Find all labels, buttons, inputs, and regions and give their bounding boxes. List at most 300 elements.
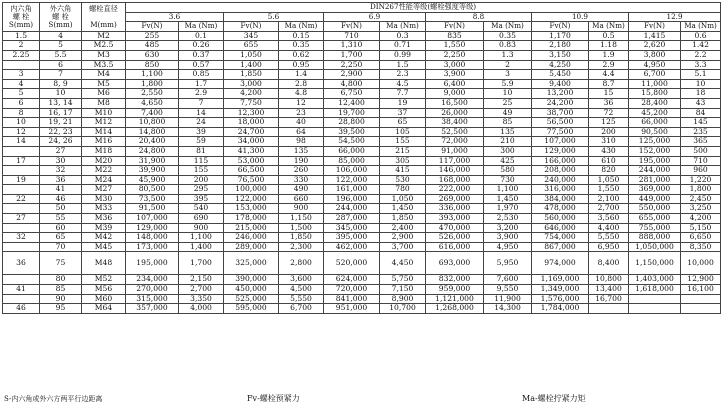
table-cell: 3,800 — [629, 50, 681, 60]
table-cell: 289,000 — [224, 242, 279, 252]
table-cell: 624,000 — [324, 275, 380, 285]
table-cell: 3,700 — [380, 242, 426, 252]
table-cell: 84 — [681, 108, 721, 118]
table-cell: 2,700 — [589, 204, 629, 214]
table-cell: 540 — [179, 204, 224, 214]
table-cell: 1,050 — [380, 194, 426, 204]
table-row — [3, 304, 721, 314]
table-cell: 152,000 — [629, 146, 681, 156]
table-cell: 1,349,000 — [532, 285, 589, 295]
table-cell: 200 — [179, 175, 224, 185]
table-cell: 4 — [40, 31, 82, 41]
table-cell: 5.9 — [484, 79, 532, 89]
table-cell: 24,200 — [532, 98, 589, 108]
table-cell: 39,900 — [126, 166, 179, 176]
table-cell: 24 — [179, 118, 224, 128]
table-cell: 655 — [224, 41, 279, 51]
table-cell — [681, 294, 721, 304]
table-cell — [589, 304, 629, 314]
table-cell: 22 — [3, 194, 40, 204]
table-cell: 4,450 — [380, 252, 426, 275]
table-cell: 100,000 — [224, 185, 279, 195]
table-cell: 1,150 — [279, 214, 324, 224]
table-cell: M56 — [82, 285, 126, 295]
table-cell: 10,800 — [126, 118, 179, 128]
table-cell: 1,050,000 — [629, 242, 681, 252]
table-cell: 19 — [380, 98, 426, 108]
table-cell: 1.4 — [279, 70, 324, 80]
table-cell: 14 — [179, 108, 224, 118]
table-cell: M2.5 — [82, 41, 126, 51]
table-cell: 0.35 — [484, 31, 532, 41]
table-cell: 630 — [126, 50, 179, 60]
table-cell: 1,700 — [324, 50, 380, 60]
table-cell: 246,000 — [224, 233, 279, 243]
table-cell: 41 — [3, 285, 40, 295]
table-cell: 8,400 — [589, 252, 629, 275]
table-cell: 3,200 — [484, 223, 532, 233]
table-cell: 12 — [3, 127, 40, 137]
table-cell: 76,500 — [224, 175, 279, 185]
table-cell: 365 — [681, 137, 721, 147]
table-cell: 710 — [681, 156, 721, 166]
table-cell: 3 — [3, 70, 40, 80]
table-cell: 1.5 — [3, 31, 40, 41]
table-cell: 1,100 — [179, 233, 224, 243]
table-cell: 10 — [484, 89, 532, 99]
table-cell: 98 — [279, 137, 324, 147]
table-cell: 4,650 — [126, 98, 179, 108]
table-cell: 19,700 — [324, 108, 380, 118]
table-cell: 45,900 — [126, 175, 179, 185]
table-cell: 2,900 — [324, 70, 380, 80]
table-cell: 325,000 — [224, 252, 279, 275]
table-cell: 6,950 — [589, 242, 629, 252]
table-cell: 155 — [380, 137, 426, 147]
table-cell: 32 — [40, 166, 82, 176]
table-cell: 2.8 — [279, 79, 324, 89]
table-cell: 64 — [279, 127, 324, 137]
table-cell: 81 — [179, 146, 224, 156]
table-cell: 10,000 — [681, 252, 721, 275]
table-cell: 3,900 — [426, 70, 484, 80]
table-cell: 580 — [484, 166, 532, 176]
subheader-fv: Fv(N) — [629, 22, 681, 32]
table-cell: 168,000 — [426, 175, 484, 185]
table-cell: 43 — [681, 98, 721, 108]
grade-12-9: 12.9 — [629, 12, 721, 22]
table-cell: 45,200 — [629, 108, 681, 118]
table-cell: 145 — [681, 118, 721, 128]
table-cell: 6,700 — [279, 304, 324, 314]
table-cell: 9,550 — [484, 285, 532, 295]
table-cell: 5,150 — [681, 223, 721, 233]
table-cell: 107,000 — [532, 137, 589, 147]
table-cell: 960 — [681, 166, 721, 176]
table-row — [3, 252, 721, 275]
table-cell: M24 — [82, 175, 126, 185]
table-cell: 72 — [589, 108, 629, 118]
table-cell: M45 — [82, 242, 126, 252]
table-cell: 974,000 — [532, 252, 589, 275]
table-cell: 2,400 — [380, 223, 426, 233]
table-cell: 208,000 — [532, 166, 589, 176]
table-cell: 490 — [279, 185, 324, 195]
table-cell: 690 — [179, 214, 224, 224]
table-cell: 4,950 — [484, 242, 532, 252]
table-cell: 4,400 — [589, 223, 629, 233]
table-cell: 4.5 — [380, 79, 426, 89]
table-cell: 12 — [279, 98, 324, 108]
table-cell: 3,900 — [484, 233, 532, 243]
table-cell: 449,000 — [629, 194, 681, 204]
table-footer — [2, 393, 681, 405]
table-cell: 146,000 — [426, 166, 484, 176]
table-cell: 2,150 — [179, 275, 224, 285]
table-cell: 270,000 — [126, 285, 179, 295]
table-cell: 8,900 — [380, 294, 426, 304]
table-cell: 646,000 — [532, 223, 589, 233]
table-cell: 0.83 — [484, 41, 532, 51]
table-cell: 39,500 — [324, 127, 380, 137]
table-cell: 0.95 — [279, 60, 324, 70]
table-cell: 14,800 — [126, 127, 179, 137]
table-cell: 6 — [3, 98, 40, 108]
table-body — [3, 31, 721, 313]
table-cell: 5,950 — [484, 252, 532, 275]
table-cell: 330 — [279, 175, 324, 185]
table-cell: 530 — [380, 175, 426, 185]
table-cell: 2,300 — [279, 242, 324, 252]
table-cell: 90,500 — [629, 127, 681, 137]
table-cell: 1,800 — [681, 185, 721, 195]
subheader-fv: Fv(N) — [426, 22, 484, 32]
table-cell: M30 — [82, 194, 126, 204]
table-cell: M8 — [82, 98, 126, 108]
table-cell: 841,000 — [324, 294, 380, 304]
table-cell: 260 — [279, 166, 324, 176]
table-cell: 3,250 — [681, 204, 721, 214]
table-cell: 1,850 — [224, 70, 279, 80]
table-cell: 8.7 — [589, 79, 629, 89]
table-cell: 8,350 — [681, 242, 721, 252]
table-cell: 80,500 — [126, 185, 179, 195]
table-cell: 72,000 — [426, 137, 484, 147]
table-cell: 1,050 — [224, 50, 279, 60]
table-cell: 5 — [3, 89, 40, 99]
grade-3-6: 3.6 — [126, 12, 224, 22]
subheader-ma: Ma (Nm) — [589, 22, 629, 32]
table-cell: 1,403,000 — [629, 275, 681, 285]
table-cell: 6,750 — [324, 89, 380, 99]
table-cell: 6,400 — [426, 79, 484, 89]
table-cell: 16,100 — [681, 285, 721, 295]
table-cell: 46 — [40, 194, 82, 204]
table-cell: 8 — [3, 108, 40, 118]
table-cell: 85,000 — [324, 156, 380, 166]
table-cell: 105 — [380, 127, 426, 137]
table-cell: 17 — [3, 156, 40, 166]
table-cell: 7.7 — [380, 89, 426, 99]
table-cell: 75 — [40, 252, 82, 275]
table-cell: M2 — [82, 31, 126, 41]
table-cell: 1,970 — [484, 204, 532, 214]
table-cell: 107,000 — [126, 214, 179, 224]
table-cell: 65 — [40, 233, 82, 243]
table-cell: 710 — [324, 31, 380, 41]
table-cell: 41,300 — [224, 146, 279, 156]
table-cell: 54,500 — [324, 137, 380, 147]
table-cell: 1,700 — [179, 252, 224, 275]
table-cell: 161,000 — [324, 185, 380, 195]
table-cell: 0.71 — [380, 41, 426, 51]
table-cell: 4.8 — [279, 89, 324, 99]
table-cell: 390,000 — [224, 275, 279, 285]
table-cell: 526,000 — [426, 233, 484, 243]
table-cell: 19 — [3, 175, 40, 185]
table-row — [3, 118, 721, 128]
table-cell: 5,750 — [380, 275, 426, 285]
table-cell: 27 — [3, 214, 40, 224]
table-cell: 91,500 — [126, 204, 179, 214]
table-cell: 295 — [179, 185, 224, 195]
table-cell: 10,700 — [380, 304, 426, 314]
table-cell: 1,100 — [126, 70, 179, 80]
table-cell: 1.42 — [681, 41, 721, 51]
table-cell: 39 — [179, 127, 224, 137]
table-cell: M60 — [82, 294, 126, 304]
table-cell: 6,650 — [681, 233, 721, 243]
table-cell: 3,600 — [279, 275, 324, 285]
table-cell: 200 — [589, 127, 629, 137]
table-cell: 129,000 — [126, 223, 179, 233]
table-cell: 316,000 — [532, 185, 589, 195]
table-cell: 1,450 — [380, 204, 426, 214]
table-cell: 4,250 — [532, 60, 589, 70]
subheader-fv: Fv(N) — [532, 22, 589, 32]
table-cell: 12,400 — [324, 98, 380, 108]
table-cell: 693,000 — [426, 252, 484, 275]
table-cell: 478,000 — [532, 204, 589, 214]
table-cell: M42 — [82, 233, 126, 243]
footer-note: S-内六角或外六方两平行边距离 — [4, 395, 103, 403]
table-cell: 1,850 — [279, 233, 324, 243]
grade-10-9: 10.9 — [532, 12, 629, 22]
table-cell: 1,100 — [484, 185, 532, 195]
table-cell: 125 — [589, 118, 629, 128]
table-cell: 4,200 — [681, 214, 721, 224]
table-cell: 0.35 — [279, 41, 324, 51]
table-cell: 345 — [224, 31, 279, 41]
table-row — [3, 166, 721, 176]
table-cell: 80 — [40, 275, 82, 285]
table-cell: 222,000 — [426, 185, 484, 195]
table-cell: 2,900 — [380, 233, 426, 243]
table-row — [3, 242, 721, 252]
table-cell: 3,560 — [589, 214, 629, 224]
table-cell: 15,800 — [629, 89, 681, 99]
table-cell: 315,000 — [126, 294, 179, 304]
table-cell: 38,400 — [426, 118, 484, 128]
table-row — [3, 70, 721, 80]
table-cell: 0.37 — [179, 50, 224, 60]
table-cell: 135 — [484, 127, 532, 137]
table-cell: 49 — [484, 108, 532, 118]
table-cell: 1,850 — [380, 214, 426, 224]
table-cell: 0.3 — [380, 31, 426, 41]
bolt-torque-table — [2, 2, 721, 314]
table-cell: 60 — [40, 223, 82, 233]
table-cell: 178,000 — [224, 214, 279, 224]
table-cell: 1,576,000 — [532, 294, 589, 304]
table-cell: 9,000 — [426, 89, 484, 99]
table-cell: 5.1 — [681, 70, 721, 80]
table-cell: 19, 21 — [40, 118, 82, 128]
table-cell: 0.62 — [279, 50, 324, 60]
table-cell: 2,100 — [589, 194, 629, 204]
table-cell: 2,450 — [681, 194, 721, 204]
table-cell: 780 — [380, 185, 426, 195]
table-cell: 24, 26 — [40, 137, 82, 147]
table-cell: 37 — [380, 108, 426, 118]
table-cell: 129,000 — [532, 146, 589, 156]
subheader-fv: Fv(N) — [126, 22, 179, 32]
table-cell: 255 — [126, 31, 179, 41]
table-cell: 50 — [40, 204, 82, 214]
table-cell: 0.26 — [179, 41, 224, 51]
table-cell: 59 — [179, 137, 224, 147]
table-cell: 2.2 — [681, 50, 721, 60]
table-cell: 153,000 — [224, 204, 279, 214]
table-cell: 244,000 — [629, 166, 681, 176]
table-cell: 13, 14 — [40, 98, 82, 108]
table-cell: 0.57 — [179, 60, 224, 70]
table-cell: 959,000 — [426, 285, 484, 295]
table-cell: M6 — [82, 89, 126, 99]
table-cell: 10 — [681, 79, 721, 89]
table-cell: 66,500 — [224, 166, 279, 176]
table-cell: 525,000 — [224, 294, 279, 304]
subheader-fv: Fv(N) — [224, 22, 279, 32]
table-row — [3, 89, 721, 99]
table-cell: 0.85 — [179, 70, 224, 80]
table-cell: 1,550 — [589, 185, 629, 195]
table-cell: 95 — [40, 304, 82, 314]
table-cell: 190 — [279, 156, 324, 166]
table-cell: 595,000 — [224, 304, 279, 314]
table-cell: 28,400 — [629, 98, 681, 108]
table-cell: 281,000 — [629, 175, 681, 185]
table-cell: 15 — [589, 89, 629, 99]
table-cell: 310 — [589, 137, 629, 147]
table-cell: 287,000 — [324, 214, 380, 224]
table-cell: 14,300 — [484, 304, 532, 314]
table-cell: 14 — [3, 137, 40, 147]
table-cell — [3, 166, 40, 176]
table-cell: 4,800 — [324, 79, 380, 89]
table-cell: 6 — [40, 60, 82, 70]
table-cell: 16,700 — [589, 294, 629, 304]
table-cell: 3,000 — [224, 79, 279, 89]
table-cell: M20 — [82, 156, 126, 166]
table-cell: 135 — [279, 146, 324, 156]
table-cell: 56,500 — [532, 118, 589, 128]
table-cell: 0.99 — [380, 50, 426, 60]
table-cell: 1,550 — [426, 41, 484, 51]
table-cell: 24,800 — [126, 146, 179, 156]
table-cell: 369,000 — [629, 185, 681, 195]
table-cell: 470,000 — [426, 223, 484, 233]
table-cell: 125,000 — [629, 137, 681, 147]
table-cell: 36 — [3, 252, 40, 275]
table-cell: 1,150,000 — [629, 252, 681, 275]
table-cell: M18 — [82, 146, 126, 156]
table-cell: 148,000 — [126, 233, 179, 243]
table-cell: 240,000 — [532, 175, 589, 185]
table-cell: 36 — [589, 98, 629, 108]
table-cell: 7,150 — [380, 285, 426, 295]
table-cell: 1.3 — [484, 50, 532, 60]
table-cell: 616,000 — [426, 242, 484, 252]
table-cell: 10,800 — [589, 275, 629, 285]
table-cell: 755,000 — [629, 223, 681, 233]
table-cell — [3, 185, 40, 195]
table-cell: 85 — [40, 285, 82, 295]
table-cell: 1,450 — [484, 194, 532, 204]
subheader-ma: Ma (Nm) — [179, 22, 224, 32]
grade-8-8: 8.8 — [426, 12, 532, 22]
table-cell: 357,000 — [126, 304, 179, 314]
header-s-external: 外六角 螺 栓 S(mm) — [40, 3, 82, 32]
table-cell: 122,000 — [224, 194, 279, 204]
header-s-internal: 内六角 螺 栓 S(mm) — [3, 3, 40, 32]
table-cell: 2,530 — [484, 214, 532, 224]
table-cell: 485 — [126, 41, 179, 51]
table-cell: 560,000 — [532, 214, 589, 224]
table-cell: 16,500 — [426, 98, 484, 108]
table-cell: 66,000 — [629, 118, 681, 128]
table-cell: 835 — [426, 31, 484, 41]
table-cell: 1,121,000 — [426, 294, 484, 304]
table-cell: 395 — [179, 194, 224, 204]
table-cell: 12,900 — [681, 275, 721, 285]
table-cell: 4,200 — [224, 89, 279, 99]
table-cell: 660 — [279, 194, 324, 204]
header-grade-title: DIN267性能等级(螺栓强度等级) — [126, 3, 721, 13]
table-cell: 215,000 — [224, 223, 279, 233]
table-row — [3, 185, 721, 195]
table-cell: 1,170 — [532, 31, 589, 41]
table-cell: 4.4 — [589, 70, 629, 80]
table-cell: 106,000 — [324, 166, 380, 176]
table-cell: 550,000 — [629, 204, 681, 214]
table-cell: 1.5 — [380, 60, 426, 70]
table-cell: 610 — [589, 156, 629, 166]
table-cell: 11,000 — [629, 79, 681, 89]
table-cell: 900 — [179, 223, 224, 233]
table-cell: 210 — [484, 137, 532, 147]
table-cell: 90 — [40, 294, 82, 304]
table-cell: 23 — [279, 108, 324, 118]
table-row — [3, 233, 721, 243]
table-cell: 900 — [279, 204, 324, 214]
table-cell: 2,250 — [426, 50, 484, 60]
table-cell: 2.3 — [380, 70, 426, 80]
table-cell: 66,000 — [324, 146, 380, 156]
table-cell: M10 — [82, 108, 126, 118]
table-cell: 430 — [589, 146, 629, 156]
table-cell: 53,000 — [224, 156, 279, 166]
